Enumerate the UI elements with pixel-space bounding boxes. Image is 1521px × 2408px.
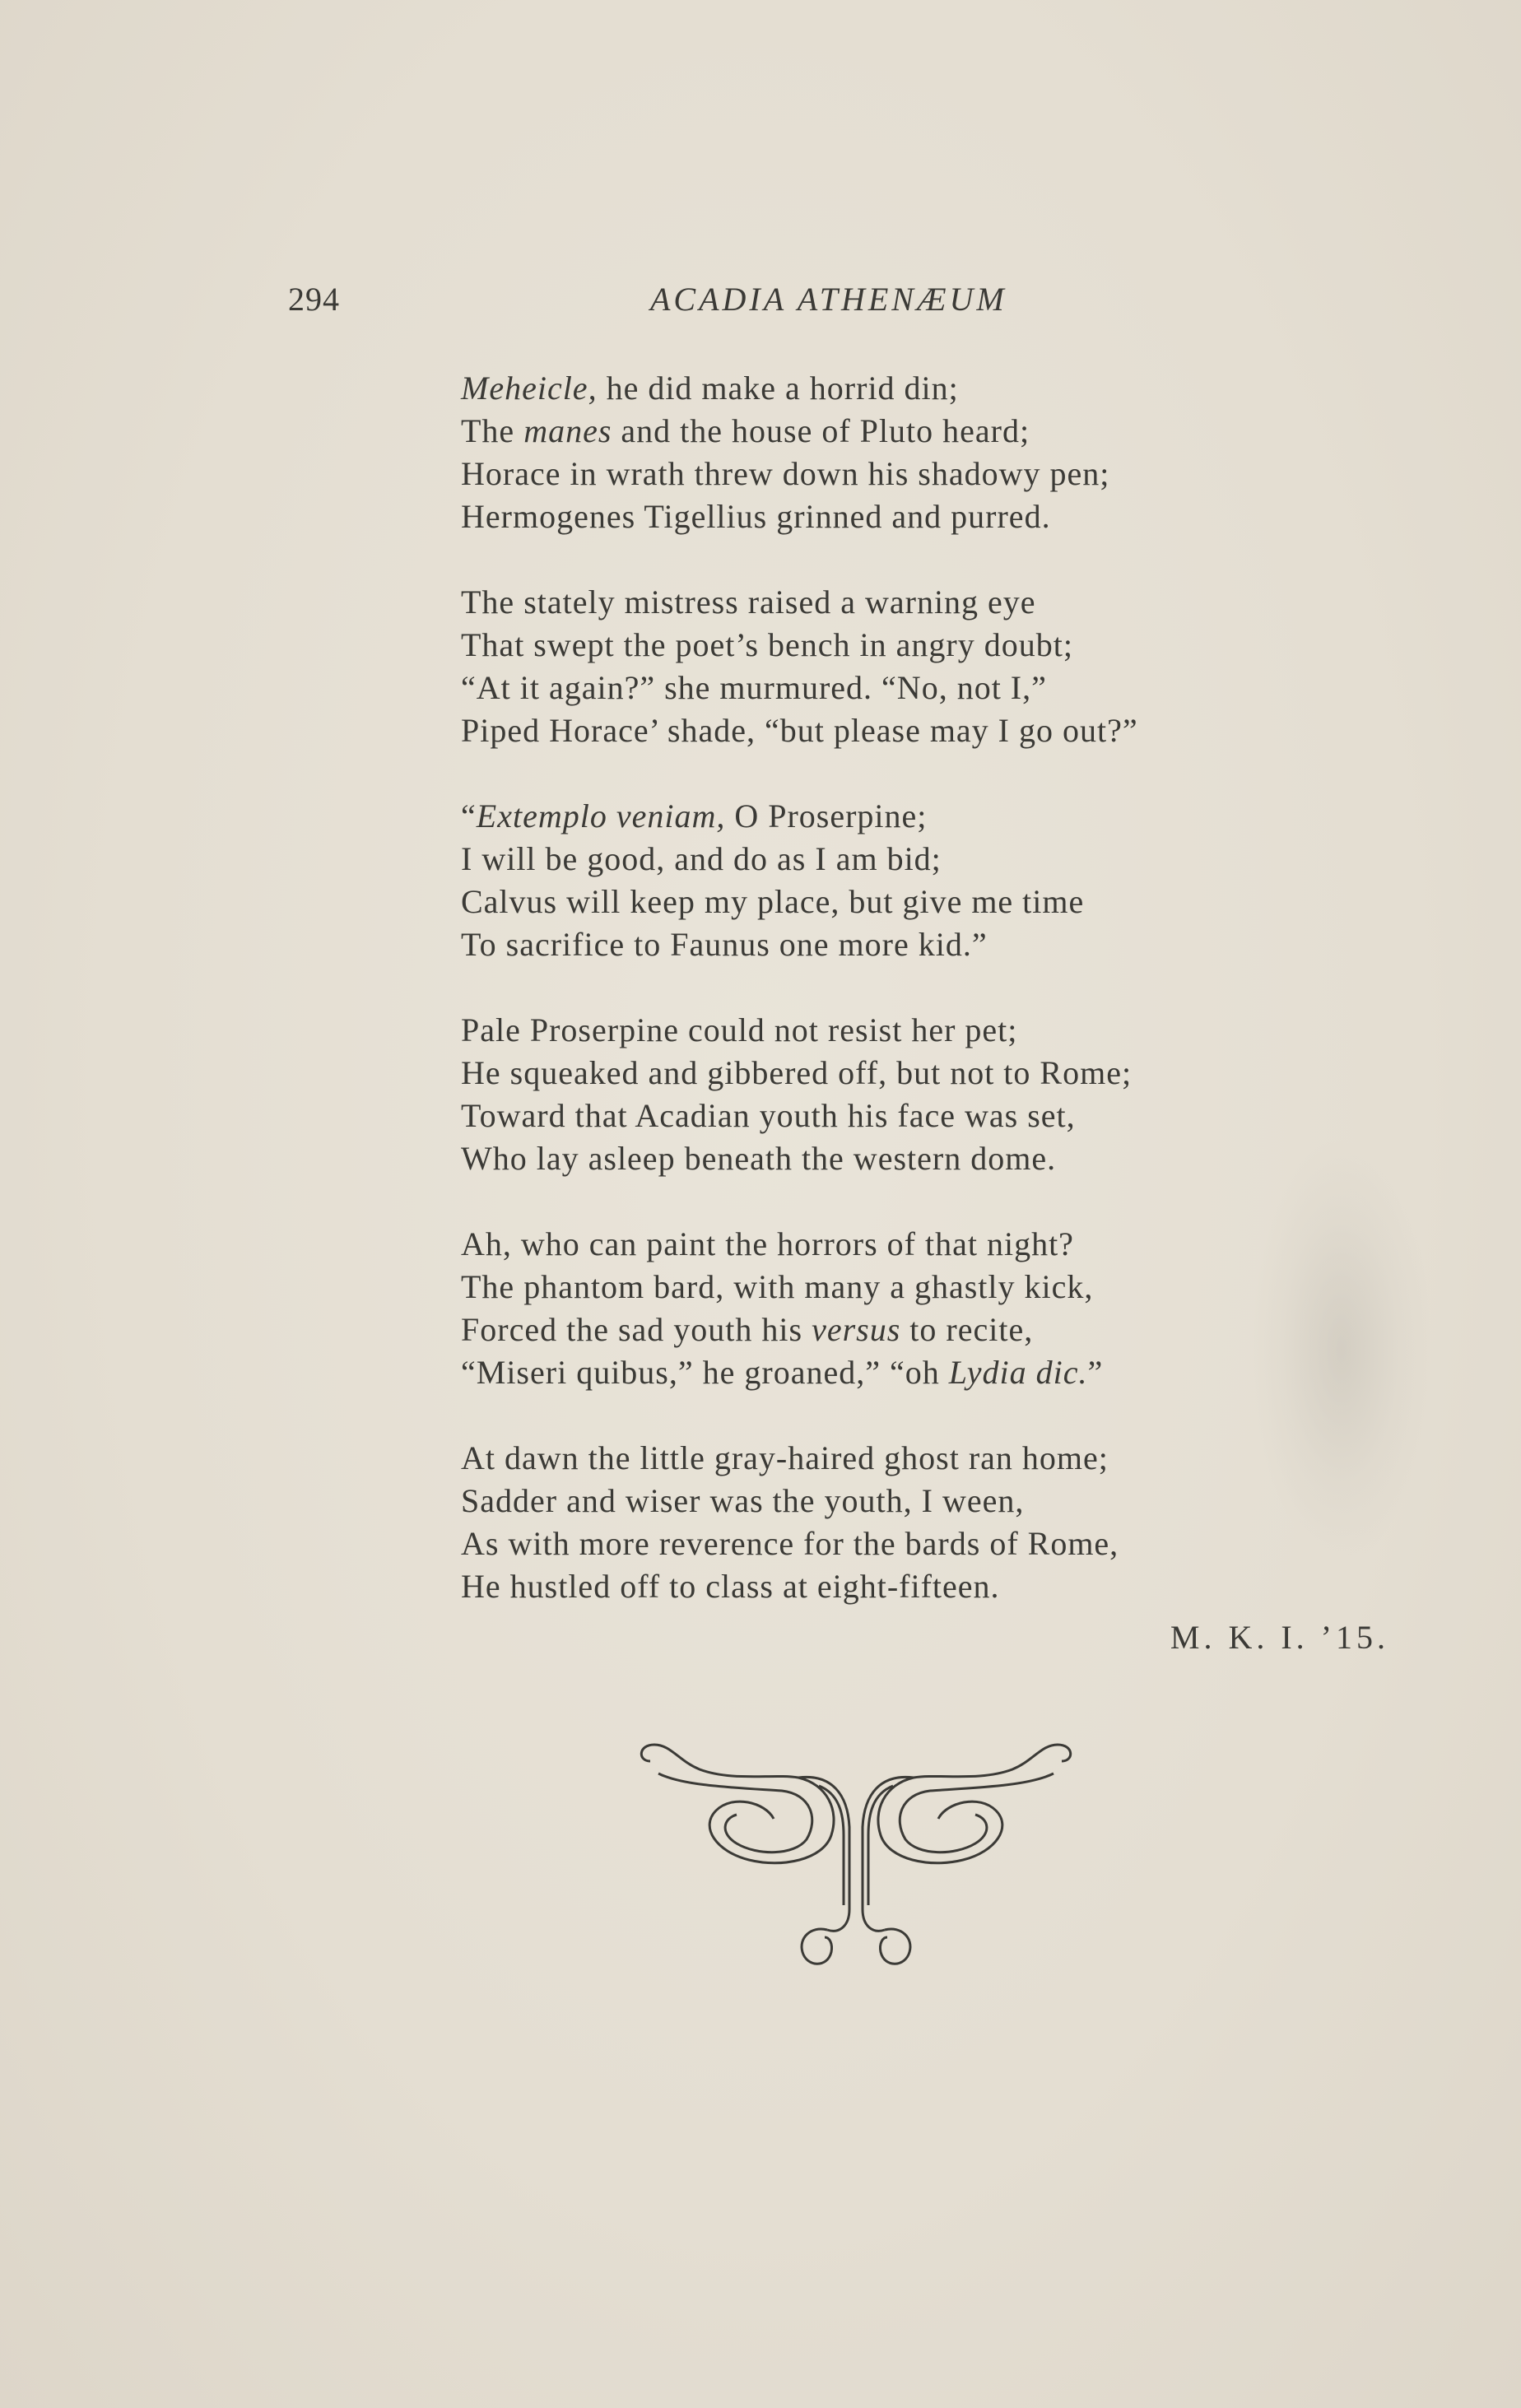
line-text: “At it again?” she murmured. “No, not I,” xyxy=(461,669,1047,706)
scroll-ornament-icon xyxy=(634,1736,1078,1975)
poem-line xyxy=(461,367,1138,410)
line-text: Sadder and wiser was the youth, I ween, xyxy=(461,1482,1025,1519)
line-text: “ xyxy=(461,797,477,834)
line-text: He hustled off to class at eight-fifteen. xyxy=(461,1568,1000,1605)
line-text: To sacrifice to Faunus one more kid.” xyxy=(461,926,988,963)
paper-stain xyxy=(1251,1136,1432,1564)
line-text: Horace in wrath threw down his shadowy pen; xyxy=(461,455,1110,492)
author-signature: M. K. I. ’15. xyxy=(1170,1619,1389,1656)
line-text: I will be good, and do as I am bid; xyxy=(461,840,942,877)
poem-line xyxy=(461,923,1138,966)
poem-line xyxy=(461,795,1138,838)
line-text: O Proserpine; xyxy=(725,797,928,834)
poem-line xyxy=(461,838,1138,881)
poem-line xyxy=(461,709,1138,752)
poem-line xyxy=(461,1052,1138,1095)
line-text: Toward that Acadian youth his face was set, xyxy=(461,1097,1076,1134)
poem-line xyxy=(461,1266,1138,1309)
poem xyxy=(461,367,1138,1651)
poem-line xyxy=(461,1351,1138,1394)
line-text: The stately mistress raised a warning eye xyxy=(461,583,1036,621)
italic-text: Extemplo veniam, xyxy=(476,797,726,834)
line-text: At dawn the little gray-haired ghost ran home; xyxy=(461,1439,1109,1476)
italic-text: manes xyxy=(523,412,612,449)
stanza xyxy=(461,1223,1138,1394)
line-text: Forced the sad youth his xyxy=(461,1311,812,1348)
page-number: 294 xyxy=(288,281,340,318)
line-text: As with more reverence for the bards of Rome, xyxy=(461,1525,1119,1562)
poem-line xyxy=(461,453,1138,495)
poem-line xyxy=(461,667,1138,709)
poem-line xyxy=(461,881,1138,923)
stanza xyxy=(461,367,1138,538)
stanza xyxy=(461,581,1138,752)
line-text: Piped Horace’ shade, “but please may I go out?” xyxy=(461,712,1138,749)
line-text: The phantom bard, with many a ghastly kick, xyxy=(461,1268,1094,1305)
poem-line xyxy=(461,495,1138,538)
poem-line xyxy=(461,581,1138,624)
poem-line xyxy=(461,1309,1138,1351)
line-text: to recite, xyxy=(900,1311,1034,1348)
line-text: The xyxy=(461,412,524,449)
italic-text: Meheicle, xyxy=(461,370,598,407)
line-text: Ah, who can paint the horrors of that night? xyxy=(461,1225,1074,1262)
italic-text: versus xyxy=(812,1311,901,1348)
line-text: he did make a horrid din; xyxy=(597,370,959,407)
stanza xyxy=(461,1437,1138,1608)
poem-line xyxy=(461,1095,1138,1137)
running-head: ACADIA ATHENÆUM xyxy=(650,281,1007,318)
poem-line xyxy=(461,1137,1138,1180)
line-text: “Miseri quibus,” he groaned,” “oh xyxy=(461,1354,949,1391)
line-text: Hermogenes Tigellius grinned and purred. xyxy=(461,498,1051,535)
poem-line xyxy=(461,624,1138,667)
line-text: and the house of Pluto heard; xyxy=(612,412,1030,449)
line-text: Who lay asleep beneath the western dome. xyxy=(461,1140,1057,1177)
line-text: He squeaked and gibbered off, but not to Rome; xyxy=(461,1054,1133,1091)
poem-line xyxy=(461,1565,1138,1608)
poem-line xyxy=(461,1480,1138,1522)
stanza xyxy=(461,1009,1138,1180)
poem-line xyxy=(461,1223,1138,1266)
line-text: That swept the poet’s bench in angry doubt; xyxy=(461,626,1073,663)
italic-text: Lydia dic. xyxy=(948,1354,1088,1391)
stanza xyxy=(461,795,1138,966)
line-text: Pale Proserpine could not resist her pet; xyxy=(461,1011,1018,1048)
poem-line xyxy=(461,1522,1138,1565)
poem-line xyxy=(461,1437,1138,1480)
poem-line xyxy=(461,410,1138,453)
line-text: Calvus will keep my place, but give me time xyxy=(461,883,1085,920)
poem-line xyxy=(461,1009,1138,1052)
line-text: ” xyxy=(1087,1354,1104,1391)
